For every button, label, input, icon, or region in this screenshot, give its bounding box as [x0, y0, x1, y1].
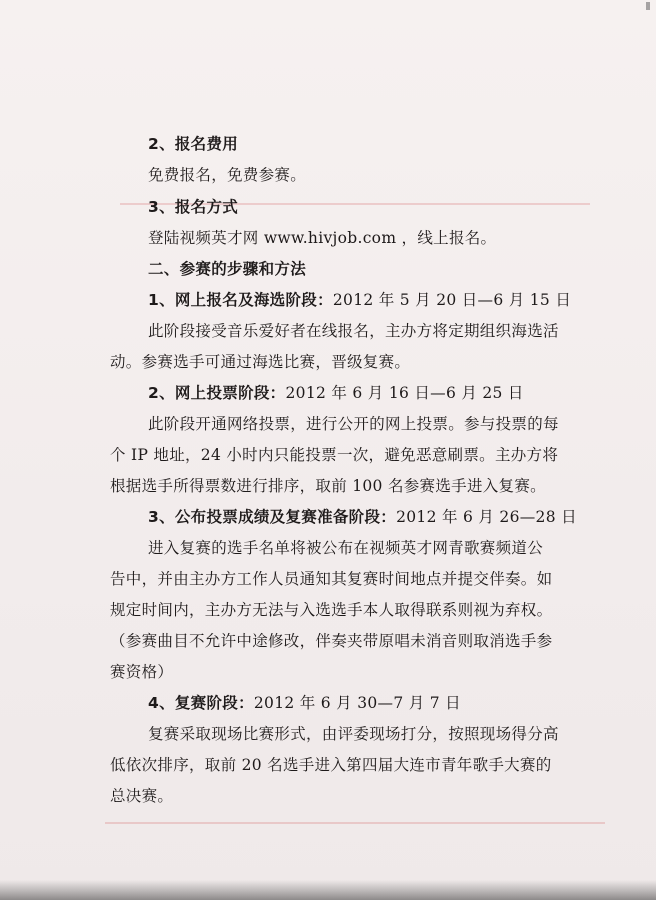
stage1-line2: 动。参赛选手可通过海选比赛，晋级复赛。 [110, 353, 411, 371]
stage4-line2: 低依次排序，取前 20 名选手进入第四届大连市青年歌手大赛的 [110, 756, 552, 774]
steps-heading: 二、参赛的步骤和方法 [148, 260, 307, 278]
fee-heading: 2、报名费用 [148, 135, 239, 153]
scan-bottom-edge [0, 880, 656, 900]
fee-text: 免费报名，免费参赛。 [148, 166, 307, 184]
method-text: 登陆视频英才网 www.hivjob.com ，线上报名。 [148, 229, 497, 247]
stage4-line3: 总决赛。 [110, 787, 174, 805]
stage2-line1: 此阶段开通网络投票，进行公开的网上投票。参与投票的每 [148, 415, 559, 433]
stage4-line1: 复赛采取现场比赛形式，由评委现场打分，按照现场得分高 [148, 725, 559, 743]
stage2-line2: 个 IP 地址，24 小时内只能投票一次，避免恶意刷票。主办方将 [110, 446, 559, 464]
stage2-heading-label: 2、网上投票阶段： [148, 384, 286, 402]
method-heading: 3、报名方式 [148, 198, 239, 216]
stage1-heading-date: 2012 年 5 月 20 日—6 月 15 日 [332, 291, 572, 309]
stage4-heading-label: 4、复赛阶段： [148, 694, 254, 712]
stage4-heading-date: 2012 年 6 月 30—7 月 7 日 [253, 694, 461, 712]
bleed-through-rule-bottom [105, 822, 605, 824]
stage1-heading-label: 1、网上报名及海选阶段： [148, 291, 333, 309]
stage1-heading [148, 290, 571, 310]
stage3-heading-date: 2012 年 6 月 26—28 日 [396, 508, 577, 526]
stage2-heading [148, 383, 524, 403]
stage3-heading-label: 3、公布投票成绩及复赛准备阶段： [148, 508, 397, 526]
stage2-line3: 根据选手所得票数进行排序，取前 100 名参赛选手进入复赛。 [110, 477, 546, 495]
stage3-heading [148, 507, 577, 527]
stage4-heading [148, 693, 461, 713]
stage3-line1: 进入复赛的选手名单将被公布在视频英才网青歌赛频道公 [148, 539, 544, 557]
stage3-line2: 告中，并由主办方工作人员通知其复赛时间地点并提交伴奏。如 [110, 570, 553, 588]
stage3-line5: 赛资格） [110, 663, 174, 681]
stage3-line4: （参赛曲目不允许中途修改，伴奏夹带原唱未消音则取消选手参 [110, 632, 553, 650]
stage2-heading-date: 2012 年 6 月 16 日—6 月 25 日 [285, 384, 524, 402]
scan-speck [646, 2, 650, 10]
stage3-line3: 规定时间内，主办方无法与入选选手本人取得联系则视为弃权。 [110, 601, 553, 619]
stage1-line1: 此阶段接受音乐爱好者在线报名，主办方将定期组织海选活 [148, 322, 559, 340]
